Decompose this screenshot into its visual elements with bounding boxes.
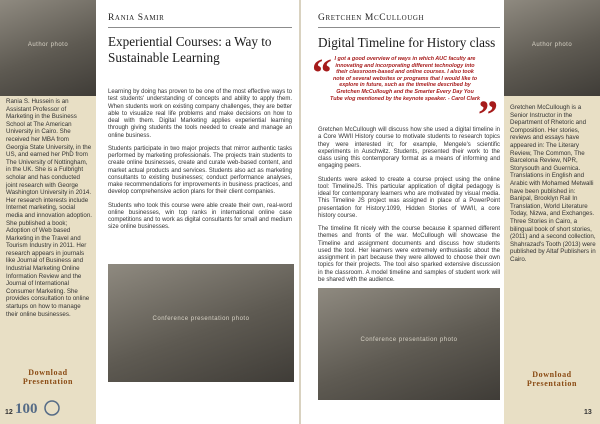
download-presentation-link[interactable] <box>510 370 594 388</box>
presentation-label: Presentation <box>526 379 578 388</box>
svg-text:100: 100 <box>15 401 38 417</box>
header-rule-left <box>108 27 292 28</box>
pull-quote-text: I got a good overview of ways in which AUC faculty are innovating and incorporating different technology into their classroom-based and online courses. I also took note of several websites or programs that I would like to explore in future, such as the timeline described by Gretchen McCullough and the Smarter Every Day You Tube vlog mentioned by the keynote speaker. - Carol Clark <box>330 56 480 102</box>
conference-photo-right <box>318 288 500 400</box>
center-gutter <box>299 0 301 424</box>
anniversary-seal-icon <box>14 398 60 418</box>
paragraph: Students were asked to create a course project using the online tool: TimelineJS. This particular application of digital pedagogy is ideal for contemporary learners who are motivated by visual media. This Timeline JS project was assigned in place of a PowerPoint presentation for History:1099, Hidden Stories of WWII, a core history course. <box>318 176 500 219</box>
photo-placeholder-label: Conference presentation photo <box>360 337 458 344</box>
headshot-placeholder-label: Author photo <box>27 42 69 49</box>
pull-quote <box>312 50 498 137</box>
paragraph: Learning by doing has proven to be one of the most effective ways to test students' understanding of concepts and ability to apply them. When students work on existing company challenges, they are better able to visualize real life problems and make decisions on how to deal with them. Digital Marketing applies experiential learning through giving students the tools needed to create and manage an online business. <box>108 89 292 139</box>
photo-placeholder-label: Conference presentation photo <box>152 315 250 322</box>
close-quote-icon: ” <box>478 92 498 137</box>
presentation-label: Presentation <box>22 377 74 386</box>
author-headshot-gretchen <box>504 0 600 96</box>
headshot-placeholder-label: Author photo <box>531 42 573 49</box>
conference-photo-left <box>108 264 294 382</box>
article-body-left <box>108 89 292 238</box>
article-title-right: Digital Timeline for History class <box>318 35 496 50</box>
paragraph: Students participate in two major projects that mirror authentic tasks performed by marketing professionals. The projects train students to create online businesses, create and curate web-based content, and market actual products and services. Students also act as marketing consultants to existing businesses; conduct performance analyses, make recommendations for improvements in business practices, and develop comprehensive action plans for their client companies. <box>108 145 292 196</box>
download-label: Download <box>532 370 572 379</box>
paragraph: Gretchen McCullough will discuss how she used a digital timeline in a Core WWII History course to motivate students to research topics they were interested in; for example, Mengele's scientific experiments in Auschwitz. Students, presented their work to the class using this contemporary format as a means of informing and engaging peers. <box>318 127 500 170</box>
header-rule-right <box>318 27 500 28</box>
author-headshot-rania <box>0 0 96 96</box>
article-title-left: Experiential Courses: a Way to Sustainable Learning <box>108 34 272 65</box>
download-label: Download <box>28 368 68 377</box>
paragraph: Students who took this course were able create their own, real-word online businesses, win top ranks in international online case competitions and to work as digital consultants for small and medium size online businesses. <box>108 202 292 231</box>
article-body-right <box>318 127 500 290</box>
author-name-rania: Rania Samir <box>108 13 165 23</box>
author-bio: Gretchen McCullough is a Senior Instructor in the Department of Rhetoric and Composition. Her stories, reviews and essays have appeared in: The Literary Review, The Common, The Barcelona Review, NPR, Storysouth and Guernica. Translations in English and Arabic with Mohamed Metwalli have been published in: Banipal, Brooklyn Rail In Translation, World Literature Today, Nizwa, and Exchanges. Three Stories in Cairo, a bilingual book of short stories, (2011) and a second collection, Shahrazad's Tooth (2013) were published by Altaf Publishers in Cairo. <box>510 104 596 263</box>
page-number-left: 12 <box>5 409 13 416</box>
paragraph: The timeline fit nicely with the course because it spanned different themes and fronts of the war. McCullough will showcase the Timeline and assignment documents and discuss how students used the tool. Her learners were extremely enthusiastic about the assignment in part because they were allowed to choose their own topics for their projects. The tool also sparked extensive discussion in the classroom. A model timeline and samples of student work will be shared with the audience. <box>318 226 500 283</box>
author-name-gretchen: Gretchen McCullough <box>318 13 425 23</box>
left-sidebar <box>0 0 96 424</box>
open-quote-icon: “ <box>312 50 332 95</box>
download-presentation-link[interactable] <box>6 368 90 386</box>
author-bio: Rania S. Hussein is an Assistant Professor of Marketing in the Business School at The American University in Cairo. She received her MBA from Georgia State University, in the US, and earned her PhD from The University of Nottingham, in the UK. She is a Fulbright scholar and has conducted joint research with George Washington University in 2014. Her research interests include Internet marketing, social media and innovation adoption. She published a book; Adoption of Web based Marketing in the Travel and Tourism Industry in 2011. Her research appears in journals like Journal of Business and Industrial Marketing Online Information Review and the Journal of International Consumer Marketing. She provides consultation to online startups on how to manage their online businesses. <box>6 98 93 318</box>
right-sidebar <box>504 0 600 424</box>
page-number-right: 13 <box>584 409 592 416</box>
